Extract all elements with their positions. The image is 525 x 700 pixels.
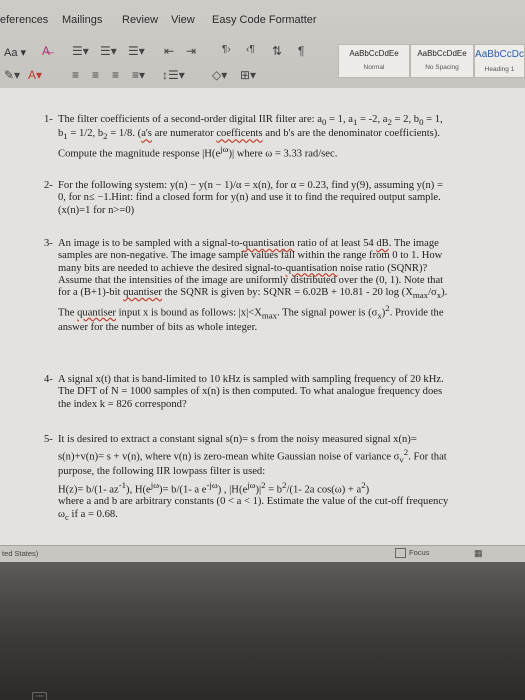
justify-icon[interactable]: ≡▾ [132, 68, 146, 82]
bullets-icon[interactable]: ☰▾ [72, 44, 89, 58]
style-no-spacing-name: No Spacing [425, 64, 459, 71]
focus-icon [395, 548, 406, 558]
tab-references[interactable]: eferences [0, 14, 49, 26]
focus-label: Focus [409, 548, 430, 557]
style-no-spacing[interactable] [410, 44, 474, 78]
question-text: It is desired to extract a constant signal s(n)= s from the noisy measured signal x(n)= s(n)+v(n)= s + v(n), where v(n) is zero-mean white Gaussian noise of variance $\sigma_v^2$. For that purpose, the following IIR lowpass filter is used: H(z)= b/(1- $az^{-1}$), $H(e^{j\omega})= b/(1-$ a $e^{-j\omega}$) , $|H(e^{j\omega})|^2 = b^2/(1-$ 2a $\cos(\omega) + a^2$) where a and b are arbitrary constants (0 < a < 1). Estimate the value of the cut-off frequency $\omega_c$ if a = 0.68. [58, 434, 449, 522]
sort-icon[interactable]: ⇅ [272, 44, 283, 58]
question-text: An image is to be sampled with a signal-to-quantisation ratio of at least 54 dB. The image samples are non-negative. The image sample values fall within the range from 0 to 1. How many bits are needed to achieve the desired signal-to-quantisation noise ratio (SQNR)? Assume that the intensities of the image are uniformly distributed over the (0, 1). Note that for a (B+1)-bit quantiser the SQNR is given by: SQNR = 6.02B + 10.81 - 20 $\log (X_{max}/\sigma_x)$. The quantiser input x is bound as follows: $|x|<X_{max}$. The signal power is $(\sigma_x)^2$. Provide the answer for the number of bits as whole integer. [58, 238, 448, 333]
question-3 [44, 238, 453, 334]
font-color-letter: A [28, 68, 37, 82]
change-case-label: Aa [4, 47, 18, 59]
pen-icon[interactable]: ✎▾ [4, 68, 21, 82]
highlight-icon[interactable]: A̶ [42, 44, 51, 58]
ribbon-toolbar [0, 0, 525, 89]
document-page[interactable] [0, 88, 525, 545]
tab-mailings[interactable]: Mailings [62, 14, 103, 26]
style-no-spacing-sample: AaBbCcDdEe [417, 49, 467, 58]
question-text: The filter coefficients of a second-order digital IIR filter are: $a_0 = 1$, $a_1 = -2$, $a_2 = 2$, $b_0 = 1$, $b_1 = 1/2$, $b_2 = 1/8$. (a's are numerator coefficents and b's are the denominator coefficients). Compute the magnitude response $|H(e^{j\omega})|$ where ω = 3.33 rad/sec. [58, 114, 443, 160]
keyboard-key-icon: ▫▫▫ [32, 692, 47, 700]
style-heading-1-sample: AaBbCcDc [475, 49, 524, 60]
question-text: For the following system: y(n) − y(n − 1)/α = x(n), for α = 0.23, find y(9), assuming y(n) = 0, for n≤ −1.Hint: find a closed form for y(n) and use it to find the required output sample. (x(n)=1 for n>=0) [58, 180, 443, 216]
question-2 [44, 180, 453, 217]
print-layout-icon[interactable]: ▦ [474, 548, 483, 558]
question-number: 1- [44, 114, 53, 125]
question-1 [44, 114, 453, 161]
question-text: A signal x(t) that is band-limited to 10 kHz is sampled with sampling frequency of 20 kHz. The DFT of N = 1000 samples of x(n) is then computed. To what analogue frequency does the index k = 826 correspond? [58, 374, 444, 410]
align-center-icon[interactable]: ≡ [92, 68, 100, 82]
question-5 [44, 434, 453, 523]
decrease-indent-icon[interactable]: ⇤ [164, 44, 175, 58]
numbering-icon[interactable]: ☰▾ [100, 44, 117, 58]
question-number: 2- [44, 180, 53, 191]
shading-icon[interactable]: ◇▾ [212, 68, 228, 82]
tab-review[interactable]: Review [122, 14, 159, 26]
show-formatting-icon[interactable]: ¶ [298, 44, 305, 58]
tab-easy-code-formatter[interactable]: Easy Code Formatter [212, 14, 317, 26]
question-number: 4- [44, 374, 53, 385]
ltr-icon[interactable]: ¶› [222, 44, 231, 55]
borders-icon[interactable]: ⊞▾ [240, 68, 257, 82]
question-number: 5- [44, 434, 53, 445]
font-color-icon[interactable]: A▾ [28, 68, 43, 82]
style-heading-1-name: Heading 1 [484, 66, 515, 73]
status-bar [0, 545, 525, 562]
question-4 [44, 374, 453, 411]
question-number: 3- [44, 238, 53, 249]
align-left-icon[interactable]: ≡ [72, 68, 80, 82]
line-spacing-icon[interactable]: ↕☰▾ [162, 68, 185, 82]
style-normal-sample: AaBbCcDdEe [349, 49, 399, 58]
increase-indent-icon[interactable]: ⇥ [186, 44, 197, 58]
align-right-icon[interactable]: ≡ [112, 68, 120, 82]
change-case-button[interactable]: Aa ▾ [4, 47, 27, 59]
style-heading-1[interactable] [474, 44, 525, 78]
style-normal[interactable] [338, 44, 410, 78]
tab-view[interactable]: View [171, 14, 195, 26]
style-normal-name: Normal [363, 64, 385, 71]
focus-button[interactable] [395, 548, 429, 558]
laptop-bezel [0, 562, 525, 700]
multilevel-list-icon[interactable]: ☰▾ [128, 44, 145, 58]
rtl-icon[interactable]: ‹¶ [246, 44, 255, 55]
language-indicator[interactable]: ted States) [2, 549, 39, 558]
